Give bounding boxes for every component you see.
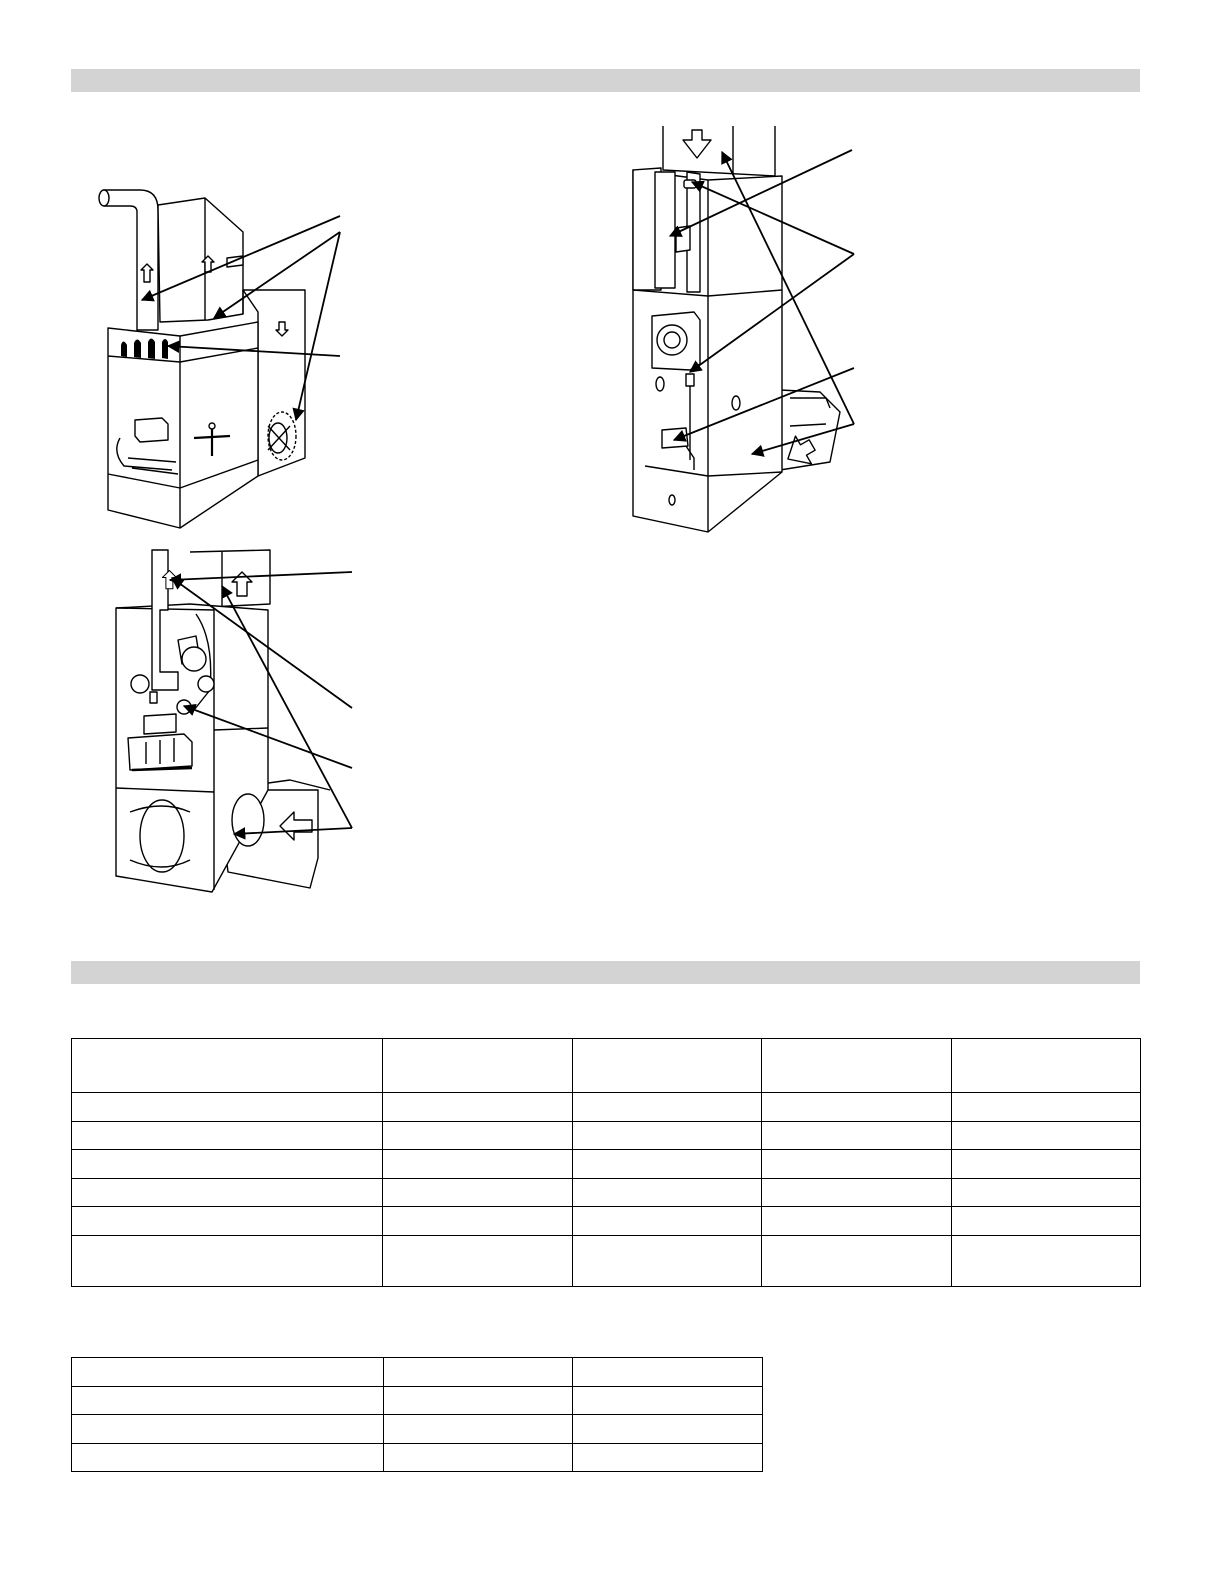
table-cell xyxy=(572,1093,761,1122)
downflow-furnace-figure xyxy=(633,126,854,532)
table-cell xyxy=(383,1093,572,1122)
table-header-cell xyxy=(951,1039,1141,1093)
table-cell xyxy=(572,1178,761,1207)
table-cell xyxy=(573,1443,763,1472)
table-cell xyxy=(383,1443,573,1472)
table-cell xyxy=(72,1093,383,1122)
table-header-cell xyxy=(72,1039,383,1093)
return-air-arrow-icon xyxy=(683,130,711,158)
table-header-cell xyxy=(762,1039,951,1093)
specifications-table xyxy=(71,1038,1141,1287)
table-cell xyxy=(383,1235,572,1286)
table-cell xyxy=(762,1235,951,1286)
table-cell xyxy=(572,1235,761,1286)
table-row xyxy=(72,1235,1141,1286)
table-cell xyxy=(383,1121,572,1150)
dimension-table xyxy=(71,1357,763,1472)
flue-pipe-icon xyxy=(99,190,158,330)
table-cell xyxy=(762,1121,951,1150)
table-row xyxy=(72,1207,1141,1236)
table-cell xyxy=(762,1150,951,1179)
table-row xyxy=(72,1178,1141,1207)
table-cell xyxy=(383,1207,572,1236)
table-row xyxy=(72,1415,763,1444)
high-efficiency-upflow-furnace-figure xyxy=(116,550,352,892)
table-cell xyxy=(383,1150,572,1179)
table-cell xyxy=(72,1121,383,1150)
table-row xyxy=(72,1093,1141,1122)
table-cell xyxy=(573,1358,763,1387)
table-cell xyxy=(72,1235,383,1286)
table-cell xyxy=(951,1235,1141,1286)
inducer-fan-icon xyxy=(652,312,700,370)
table-cell xyxy=(72,1178,383,1207)
table-cell xyxy=(951,1178,1141,1207)
table-cell xyxy=(72,1415,384,1444)
upflow-furnace-figure xyxy=(99,190,340,528)
table-cell xyxy=(762,1093,951,1122)
furnace-cabinet xyxy=(108,322,258,528)
table-cell xyxy=(72,1386,384,1415)
table-cell xyxy=(951,1150,1141,1179)
blower-icon xyxy=(268,412,296,460)
table-cell xyxy=(72,1207,383,1236)
table-cell xyxy=(573,1386,763,1415)
table-row xyxy=(72,1443,763,1472)
table-cell xyxy=(951,1207,1141,1236)
table-cell xyxy=(383,1178,572,1207)
table-cell xyxy=(573,1415,763,1444)
table-cell xyxy=(72,1358,384,1387)
table-row xyxy=(72,1121,1141,1150)
return-plenum xyxy=(663,126,775,176)
table-row xyxy=(72,1358,763,1387)
table-cell xyxy=(383,1358,573,1387)
table-cell xyxy=(572,1150,761,1179)
table-cell xyxy=(762,1178,951,1207)
table-cell xyxy=(72,1443,384,1472)
table-row xyxy=(72,1386,763,1415)
table-cell xyxy=(72,1150,383,1179)
table-cell xyxy=(951,1121,1141,1150)
table-cell xyxy=(762,1207,951,1236)
table-cell xyxy=(383,1415,573,1444)
table-cell xyxy=(951,1093,1141,1122)
control-board-icon xyxy=(684,180,696,188)
specifications-section-bar xyxy=(71,961,1140,984)
table-cell xyxy=(572,1207,761,1236)
table-cell xyxy=(572,1121,761,1150)
table-cell xyxy=(383,1386,573,1415)
table-header-cell xyxy=(383,1039,572,1093)
table-header-row xyxy=(72,1039,1141,1093)
table-row xyxy=(72,1150,1141,1179)
table-header-cell xyxy=(572,1039,761,1093)
